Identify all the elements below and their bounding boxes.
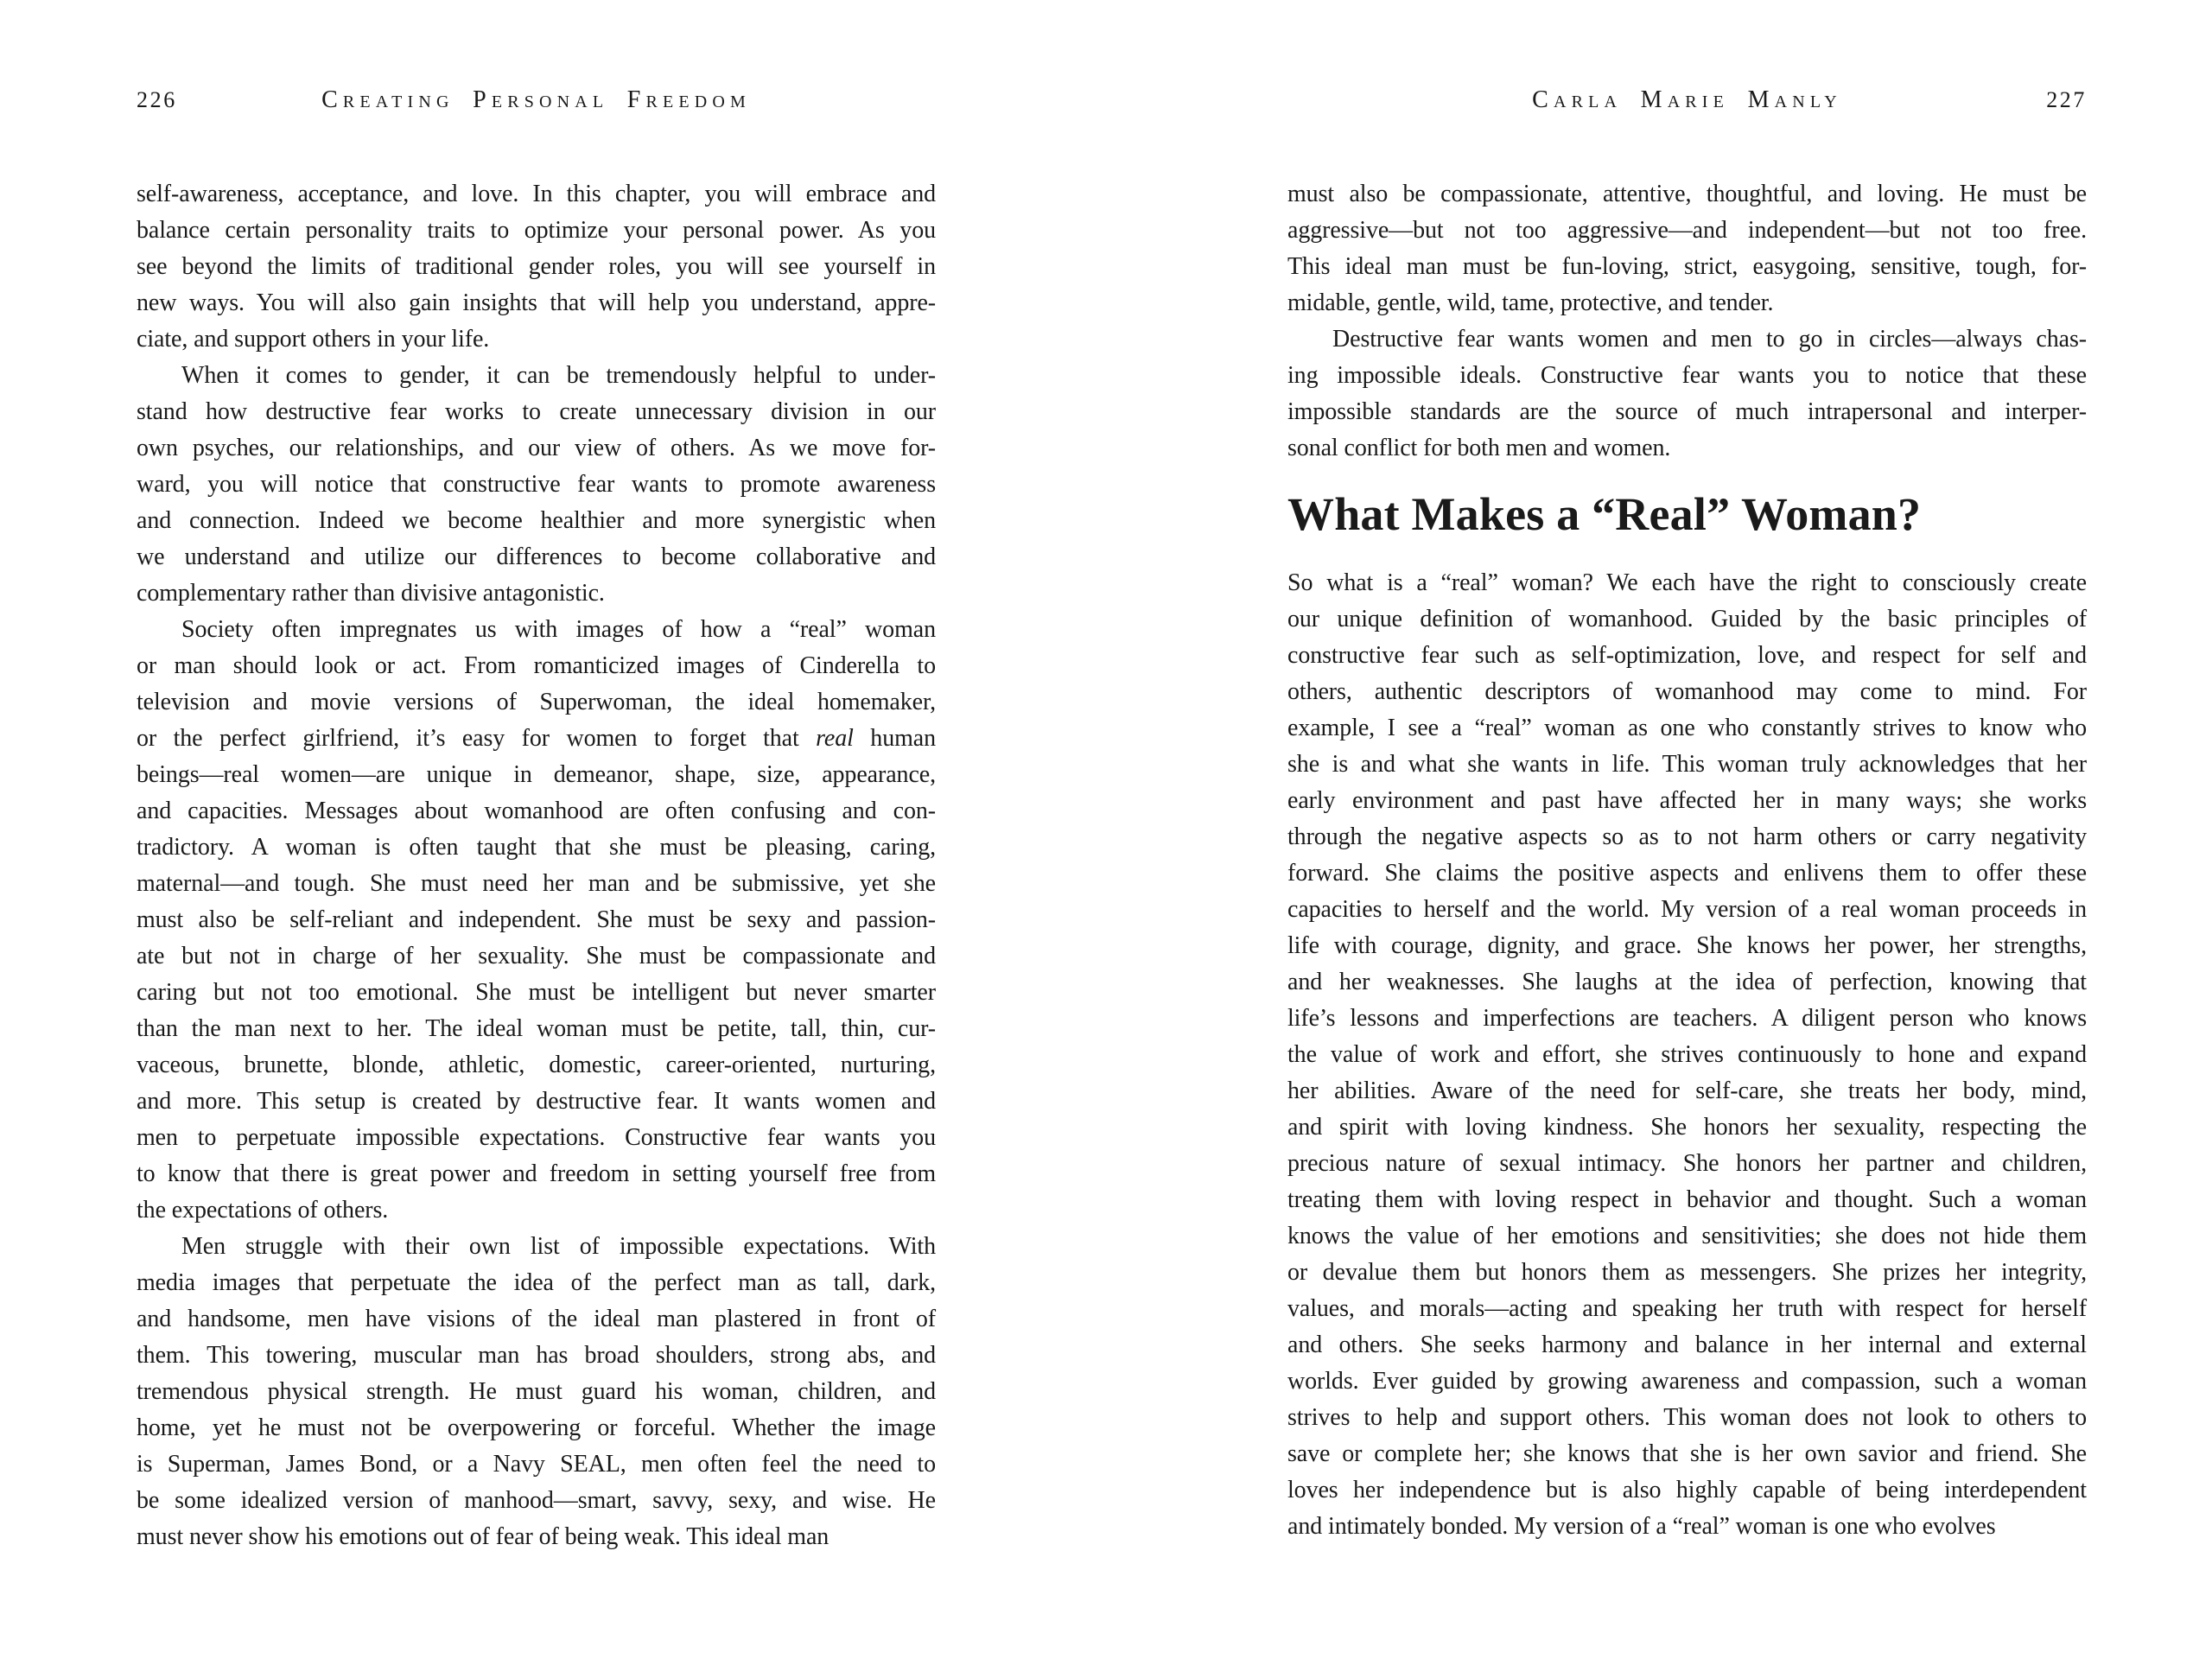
text-line: values, and morals—acting and speaking her truth with respect for herself — [1287, 1295, 2087, 1322]
text-line: and her weaknesses. She laughs at the idea of perfection, knowing that — [1287, 969, 2087, 995]
page-header-right — [1287, 86, 2087, 123]
text-line: men to perpetuate impossible expectations. Constructive fear wants you — [137, 1124, 936, 1151]
page-header-left — [137, 86, 936, 123]
running-head-left: Creating Personal Freedom — [321, 86, 751, 113]
text-line: ate but not in charge of her sexuality. She must be compassionate and — [137, 943, 936, 969]
text-line: the expectations of others. — [137, 1197, 389, 1224]
text-line: television and movie versions of Superwoman, the ideal homemaker, — [137, 689, 936, 715]
text-line: she is and what she wants in life. This woman truly acknowledges that her — [1287, 751, 2087, 778]
text-line: precious nature of sexual intimacy. She honors her partner and children, — [1287, 1150, 2087, 1177]
text-column-right — [1287, 176, 2087, 1545]
text-line: life’s lessons and imperfections are teachers. A diligent person who knows — [1287, 1005, 2087, 1032]
text-line: strives to help and support others. This woman does not look to others to — [1287, 1404, 2087, 1431]
text-line: is Superman, James Bond, or a Navy SEAL, men often feel the need to — [137, 1451, 936, 1478]
text-line: maternal—and tough. She must need her man and be submissive, yet she — [137, 870, 936, 897]
text-line: Men struggle with their own list of impossible expectations. With — [181, 1233, 936, 1260]
text-line: When it comes to gender, it can be tremendously helpful to under- — [181, 362, 936, 389]
paragraph — [1287, 565, 2087, 1545]
paragraph — [137, 612, 936, 1229]
text-line: knows the value of her emotions and sensitivities; she does not hide them — [1287, 1223, 2087, 1249]
text-line: So what is a “real” woman? We each have the right to consciously create — [1287, 569, 2087, 596]
text-line: through the negative aspects so as to not harm others or carry negativity — [1287, 823, 2087, 850]
text-line: and intimately bonded. My version of a “real” woman is one who evolves — [1287, 1513, 1996, 1540]
text-column-left — [137, 176, 936, 1555]
running-head-right: Carla Marie Manly — [1532, 86, 1842, 113]
text-line: others, authentic descriptors of womanhood may come to mind. For — [1287, 678, 2087, 705]
paragraph — [137, 176, 936, 358]
text-line: the value of work and effort, she strives continuously to hone and expand — [1287, 1041, 2087, 1068]
text-line: complementary rather than divisive antagonistic. — [137, 580, 605, 607]
text-line: early environment and past have affected her in many ways; she works — [1287, 787, 2087, 814]
text-line: ward, you will notice that constructive fear wants to promote awareness — [137, 471, 936, 498]
text-line: vaceous, brunette, blonde, athletic, domestic, career-oriented, nurturing, — [137, 1052, 936, 1078]
text-line: self-awareness, acceptance, and love. In this chapter, you will embrace and — [137, 181, 936, 207]
text-line: forward. She claims the positive aspects and enlivens them to offer these — [1287, 860, 2087, 887]
text-line: home, yet he must not be overpowering or forceful. Whether the image — [137, 1414, 936, 1441]
text-line: own psyches, our relationships, and our view of others. As we move for- — [137, 435, 936, 461]
paragraph — [137, 358, 936, 612]
text-line: or devalue them but honors them as messengers. She prizes her integrity, — [1287, 1259, 2087, 1286]
page-number-left: 226 — [137, 87, 177, 112]
text-line: Destructive fear wants women and men to go in circles—always chas- — [1332, 326, 2087, 353]
text-line: treating them with loving respect in behavior and thought. Such a woman — [1287, 1186, 2087, 1213]
page-right — [1106, 0, 2212, 1659]
paragraph — [1287, 176, 2087, 321]
text-line: This ideal man must be fun-loving, strict, easygoing, sensitive, tough, for- — [1287, 253, 2087, 280]
text-line: caring but not too emotional. She must be intelligent but never smarter — [137, 979, 936, 1006]
text-line: stand how destructive fear works to create unnecessary division in our — [137, 398, 936, 425]
text-line: media images that perpetuate the idea of the perfect man as tall, dark, — [137, 1269, 936, 1296]
text-line: midable, gentle, wild, tame, protective, and tender. — [1287, 289, 1774, 316]
text-line: aggressive—but not too aggressive—and independent—but not too free. — [1287, 217, 2087, 244]
text-line: her abilities. Aware of the need for self-care, she treats her body, mind, — [1287, 1077, 2087, 1104]
text-line: constructive fear such as self-optimization, love, and respect for self and — [1287, 642, 2087, 669]
text-line: loves her independence but is also highly capable of being interdependent — [1287, 1477, 2087, 1503]
text-line: impossible standards are the source of much intrapersonal and interper- — [1287, 398, 2087, 425]
text-line: balance certain personality traits to optimize your personal power. As you — [137, 217, 936, 244]
text-line: and connection. Indeed we become healthier and more synergistic when — [137, 507, 936, 534]
text-line: them. This towering, muscular man has broad shoulders, strong abs, and — [137, 1342, 936, 1369]
text-line: must also be compassionate, attentive, thoughtful, and loving. He must be — [1287, 181, 2087, 207]
text-line: save or complete her; she knows that she is her own savior and friend. She — [1287, 1440, 2087, 1467]
text-line: our unique definition of womanhood. Guided by the basic principles of — [1287, 606, 2087, 632]
text-line: Society often impregnates us with images of how a “real” woman — [181, 616, 936, 643]
text-line: new ways. You will also gain insights that will help you understand, appre- — [137, 289, 936, 316]
text-line: than the man next to her. The ideal woman must be petite, tall, thin, cur- — [137, 1015, 936, 1042]
text-line: beings—real women—are unique in demeanor, shape, size, appearance, — [137, 761, 936, 788]
text-line: to know that there is great power and freedom in setting yourself free from — [137, 1160, 936, 1187]
text-line: tradictory. A woman is often taught that she must be pleasing, caring, — [137, 834, 936, 861]
text-line: example, I see a “real” woman as one who constantly strives to know who — [1287, 715, 2087, 741]
paragraph — [1287, 321, 2087, 467]
text-line: and more. This setup is created by destructive fear. It wants women and — [137, 1088, 936, 1115]
text-line: we understand and utilize our differences to become collaborative and — [137, 543, 936, 570]
text-line: ing impossible ideals. Constructive fear wants you to notice that these — [1287, 362, 2087, 389]
text-line: life with courage, dignity, and grace. She knows her power, her strengths, — [1287, 932, 2087, 959]
text-line: or man should look or act. From romanticized images of Cinderella to — [137, 652, 936, 679]
text-line: or the perfect girlfriend, it’s easy for women to forget that real human — [137, 725, 936, 752]
text-line: sonal conflict for both men and women. — [1287, 435, 1671, 461]
text-line: ciate, and support others in your life. — [137, 326, 490, 353]
text-line: worlds. Ever guided by growing awareness and compassion, such a woman — [1287, 1368, 2087, 1395]
text-line: must also be self-reliant and independent. She must be sexy and passion- — [137, 906, 936, 933]
text-line: must never show his emotions out of fear of being weak. This ideal man — [137, 1523, 830, 1550]
section-heading: What Makes a “Real” Woman? — [1287, 488, 1922, 540]
text-line: see beyond the limits of traditional gender roles, you will see yourself in — [137, 253, 936, 280]
text-line: capacities to herself and the world. My version of a real woman proceeds in — [1287, 896, 2087, 923]
paragraph — [137, 1229, 936, 1555]
text-line: and capacities. Messages about womanhood are often confusing and con- — [137, 798, 936, 824]
text-line: and spirit with loving kindness. She honors her sexuality, respecting the — [1287, 1114, 2087, 1141]
text-line: tremendous physical strength. He must guard his woman, children, and — [137, 1378, 936, 1405]
text-line: and others. She seeks harmony and balance in her internal and external — [1287, 1332, 2087, 1358]
page-number-right: 227 — [2046, 87, 2087, 112]
text-line: and handsome, men have visions of the ideal man plastered in front of — [137, 1306, 936, 1332]
text-line: be some idealized version of manhood—smart, savvy, sexy, and wise. He — [137, 1487, 936, 1514]
